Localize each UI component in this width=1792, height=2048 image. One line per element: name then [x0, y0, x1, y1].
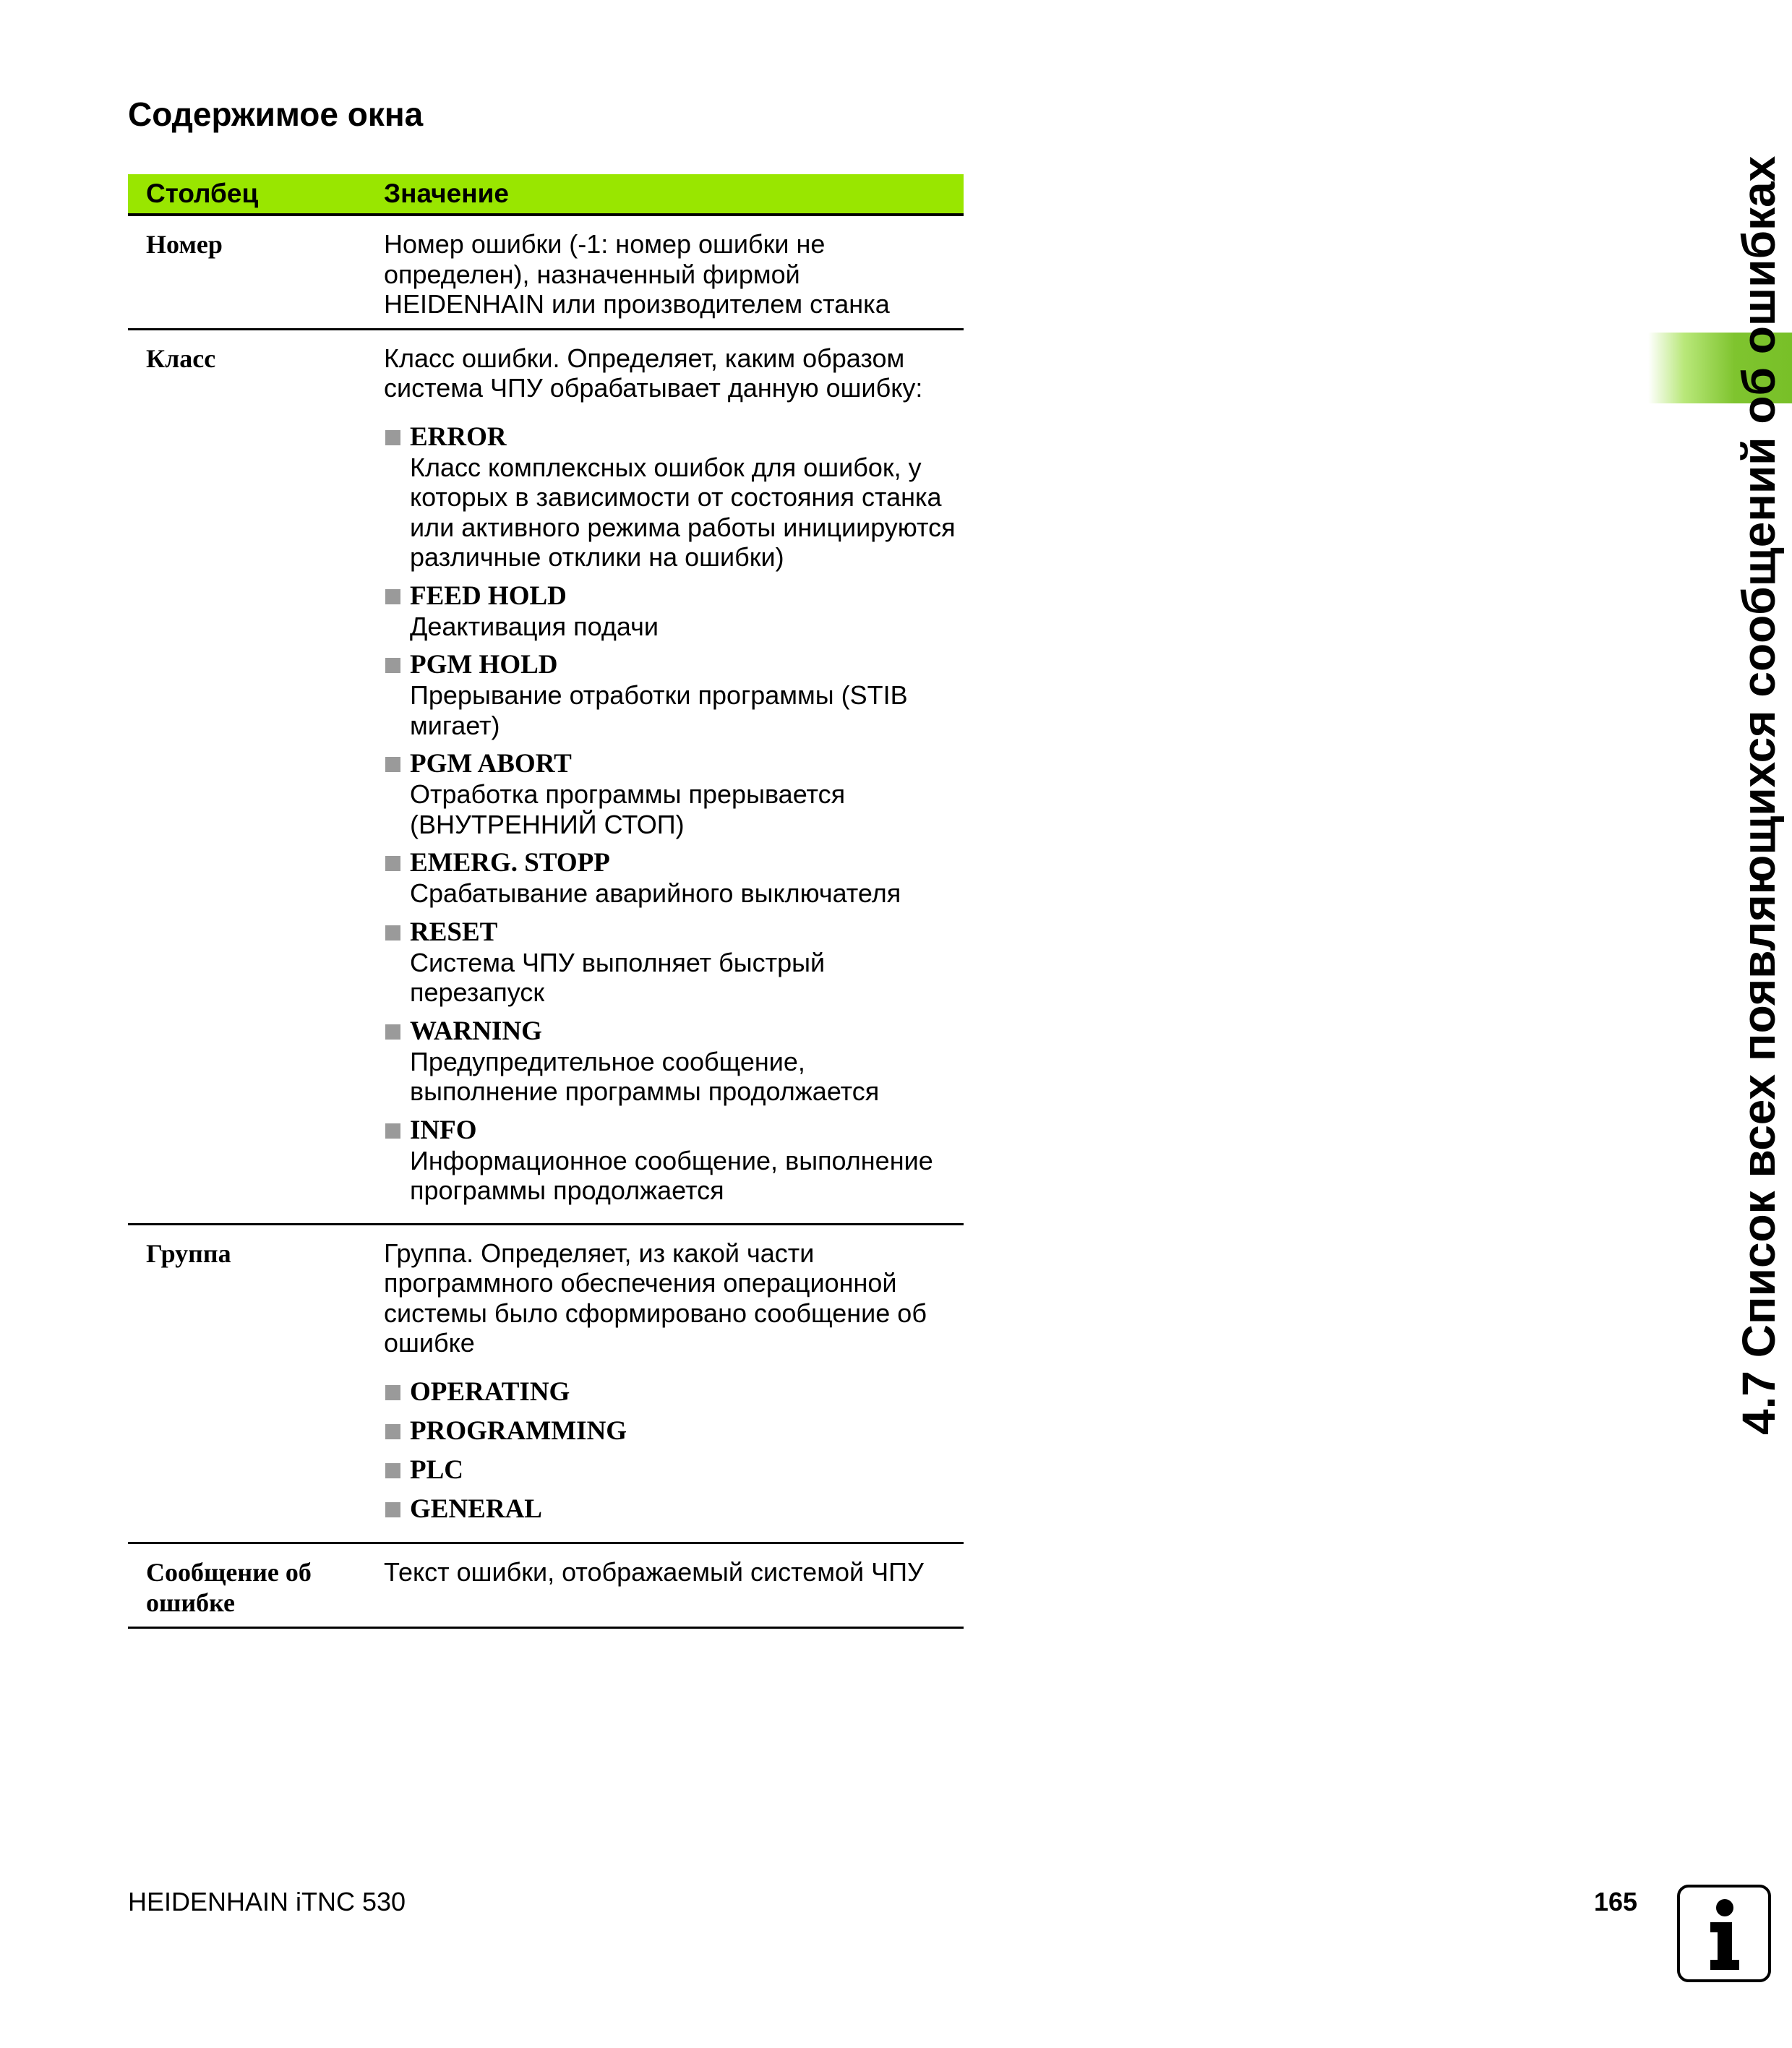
item-desc: Информационное сообщение, выполнение программы продолжается — [410, 1145, 933, 1205]
table-row — [128, 330, 964, 1225]
row-name: Класс — [146, 343, 216, 373]
list-item — [384, 749, 956, 839]
item-name: RESET — [410, 917, 498, 947]
bullet-square-icon — [385, 1463, 400, 1478]
item-desc: Отработка программы прерывается (ВНУТРЕННИЙ СТОП) — [410, 779, 846, 839]
list-item — [384, 1416, 956, 1447]
bullet-square-icon — [385, 1024, 400, 1040]
item-name: ERROR — [410, 421, 507, 452]
item-name: WARNING — [410, 1016, 542, 1046]
item-name: GENERAL — [410, 1494, 542, 1524]
item-desc: Прерывание отработки программы (STIB мигает) — [410, 680, 908, 740]
bullet-square-icon — [385, 1424, 400, 1439]
item-name: EMERG. STOPP — [410, 848, 610, 878]
list-item — [384, 422, 956, 573]
bullet-square-icon — [385, 430, 400, 445]
bullet-square-icon — [385, 757, 400, 772]
bullet-square-icon — [385, 856, 400, 871]
item-name: INFO — [410, 1115, 477, 1145]
list-item — [384, 848, 956, 909]
list-item — [384, 1377, 956, 1408]
bullet-square-icon — [385, 658, 400, 673]
item-desc: Система ЧПУ выполняет быстрый перезапуск — [410, 947, 826, 1007]
bullet-square-icon — [385, 925, 400, 941]
table-row — [128, 216, 964, 330]
list-item — [384, 650, 956, 740]
info-icon — [1677, 1885, 1771, 1982]
header-column: Столбец — [146, 179, 259, 208]
list-item — [384, 581, 956, 642]
footer-product: HEIDENHAIN iTNC 530 — [128, 1887, 406, 1916]
item-name: PGM HOLD — [410, 650, 558, 680]
list-item — [384, 917, 956, 1008]
row-name: Номер — [146, 230, 223, 259]
header-value: Значение — [384, 179, 509, 208]
window-content-table — [128, 174, 964, 1629]
bullet-square-icon — [385, 589, 400, 604]
bullet-square-icon — [385, 1385, 400, 1400]
table-row — [128, 1544, 964, 1629]
item-name: PGM ABORT — [410, 749, 572, 779]
row-name: Сообщение об ошибке — [146, 1557, 312, 1617]
table-row — [128, 1225, 964, 1544]
chapter-side-title: 4.7 Список всех появляющихся сообщений об ошибках — [1733, 155, 1785, 1435]
info-glyph — [1680, 1888, 1768, 1979]
list-item — [384, 1494, 956, 1525]
item-name: FEED HOLD — [410, 580, 567, 611]
page-number: 165 — [1594, 1887, 1638, 1916]
group-list — [384, 1377, 956, 1525]
list-item — [384, 1016, 956, 1107]
class-list — [384, 422, 956, 1206]
item-desc: Предупредительное сообщение, выполнение программы продолжается — [410, 1046, 880, 1106]
table-header-row — [128, 174, 964, 216]
row-desc: Номер ошибки (-1: номер ошибки не определен), назначенный фирмой HEIDENHAIN или производителем станка — [384, 229, 890, 319]
item-name: PLC — [410, 1454, 463, 1485]
row-desc: Текст ошибки, отображаемый системой ЧПУ — [384, 1556, 924, 1587]
section-title: Содержимое окна — [128, 95, 424, 133]
row-desc: Группа. Определяет, из какой части программного обеспечения операционной системы было сформировано сообщение об ошибке — [384, 1238, 927, 1358]
row-name: Группа — [146, 1238, 231, 1268]
item-desc: Класс комплексных ошибок для ошибок, у которых в зависимости от состояния станка или активного режима работы инициируются различные отклики на ошибки) — [410, 452, 956, 572]
item-desc: Деактивация подачи — [410, 611, 659, 641]
list-item — [384, 1455, 956, 1486]
item-desc: Срабатывание аварийного выключателя — [410, 878, 901, 908]
list-item — [384, 1115, 956, 1206]
item-name: PROGRAMMING — [410, 1415, 627, 1446]
bullet-square-icon — [385, 1123, 400, 1139]
bullet-square-icon — [385, 1502, 400, 1517]
row-desc: Класс ошибки. Определяет, каким образом система ЧПУ обрабатывает данную ошибку: — [384, 343, 923, 403]
item-name: OPERATING — [410, 1376, 570, 1407]
